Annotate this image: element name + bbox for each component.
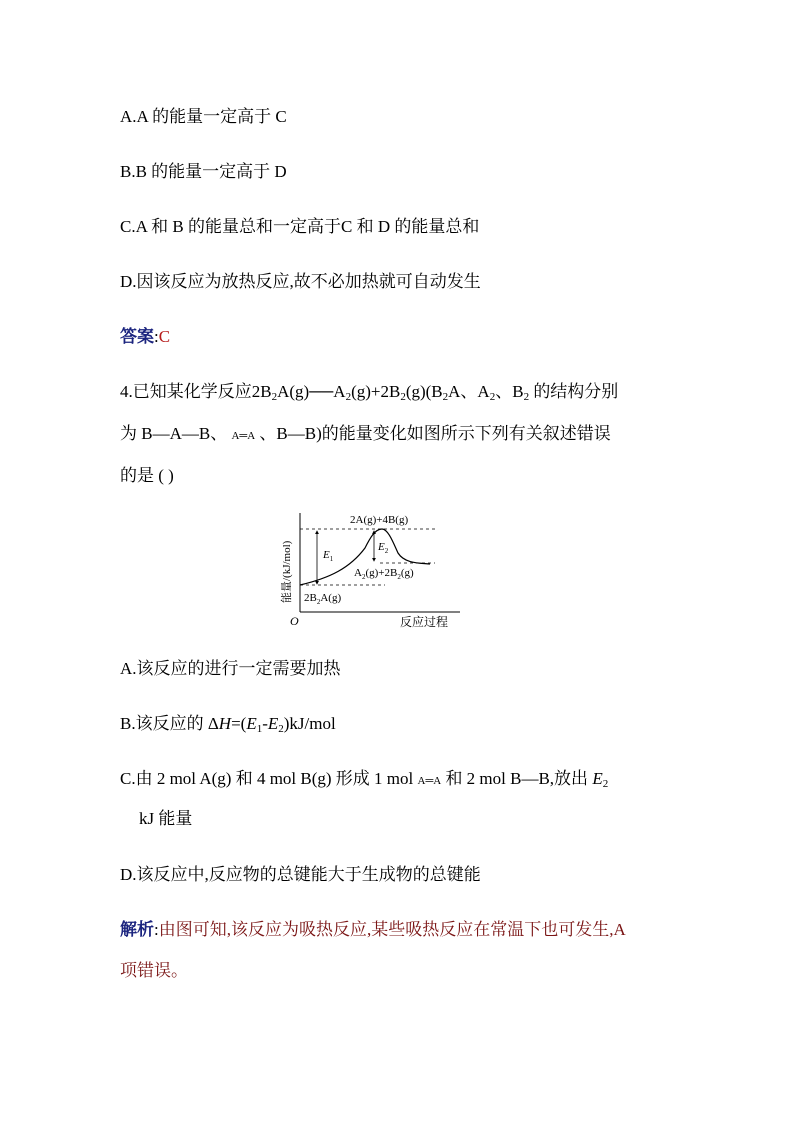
q4-stem-line1: [120, 381, 618, 408]
answer-colon: :: [154, 327, 159, 346]
stem-text: A: [333, 382, 346, 401]
explanation-label: 解析: [120, 920, 154, 939]
q4-option-d: D.该反应中,反应物的总键能大于生成物的总键能: [120, 865, 481, 884]
q3-option-a: A.A 的能量一定高于 C: [120, 107, 287, 126]
q3-option-b: B.B 的能量一定高于 D: [120, 162, 287, 181]
explanation-text: 由图可知,该反应为吸热反应,某些吸热反应在常温下也可发生,A: [158, 920, 626, 939]
stem-text: 4.已知某化学反应2B: [120, 382, 272, 401]
stem-text: A(g): [277, 382, 310, 401]
subscript: 2: [400, 391, 406, 403]
subscript: 2: [345, 391, 352, 403]
y-axis-label: 能量/(kJ/mol): [281, 540, 293, 603]
stem-text: 、B: [495, 382, 524, 401]
subscript: 2: [523, 391, 530, 403]
answer-label: 答案: [120, 327, 154, 346]
explanation-line1: [120, 919, 626, 941]
q4-stem-line2: [120, 423, 611, 447]
q4-option-b: [120, 713, 336, 740]
e-symbol: E: [592, 769, 603, 788]
reaction-arrow: ──: [309, 382, 334, 401]
origin-label: O: [290, 614, 299, 628]
q4-option-c-line1: [120, 768, 608, 795]
q4-option-a: A.该反应的进行一定需要加热: [120, 659, 341, 678]
e1-label: $E_1$: [323, 549, 334, 563]
q3-option-d: D.因该反应为放热反应,故不必加热就可自动发生: [120, 272, 481, 291]
subscript: 2: [602, 778, 609, 790]
option-text: )kJ/mol: [283, 714, 336, 733]
aa-structure: A═A: [417, 775, 442, 787]
e-symbol: E: [246, 714, 257, 733]
subscript: 2: [278, 723, 284, 735]
q3-option-c: C.A 和 B 的能量总和一定高于C 和 D 的能量总和: [120, 217, 480, 236]
explanation-colon: :: [154, 920, 159, 939]
top-level-label: 2A(g)+4B(g): [350, 514, 409, 526]
e2-label: $E_2$: [378, 541, 389, 555]
option-text: 和 2 mol B—B,放出: [441, 769, 593, 788]
stem-text: (g)+2B: [351, 382, 401, 401]
q4-option-c-line2: kJ 能量: [139, 809, 193, 828]
stem-text: 为 B—A—B、: [120, 424, 232, 443]
subscript: 2: [489, 391, 496, 403]
enthalpy-symbol: H: [218, 714, 232, 733]
stem-text: (g)(B: [405, 382, 443, 401]
products-label: $A_2(g)+2B_2(g)$: [354, 567, 414, 581]
energy-diagram: [270, 508, 470, 633]
subscript: 2: [271, 391, 278, 403]
option-text: -: [262, 714, 268, 733]
e-symbol: E: [267, 714, 279, 733]
option-text: =(: [231, 714, 247, 733]
stem-text: 、B—B)的能量变化如图所示下列有关叙述错误: [255, 424, 611, 443]
option-text: B.该反应的 Δ: [120, 714, 219, 733]
stem-text: A、A: [448, 382, 490, 401]
aa-structure: A═A: [231, 430, 256, 442]
stem-text: 的结构分别: [529, 382, 619, 401]
answer-value: C: [158, 327, 171, 346]
option-text: C.由 2 mol A(g) 和 4 mol B(g) 形成 1 mol: [120, 769, 418, 788]
reactants-label: $2B_2A(g)$: [304, 592, 342, 606]
q3-answer: [120, 326, 170, 348]
x-axis-label: 反应过程: [400, 615, 449, 629]
subscript: 1: [256, 723, 263, 735]
explanation-line2: 项错误。: [120, 961, 188, 980]
subscript: 2: [442, 391, 449, 403]
q4-stem-line3: 的是 ( ): [120, 466, 174, 485]
